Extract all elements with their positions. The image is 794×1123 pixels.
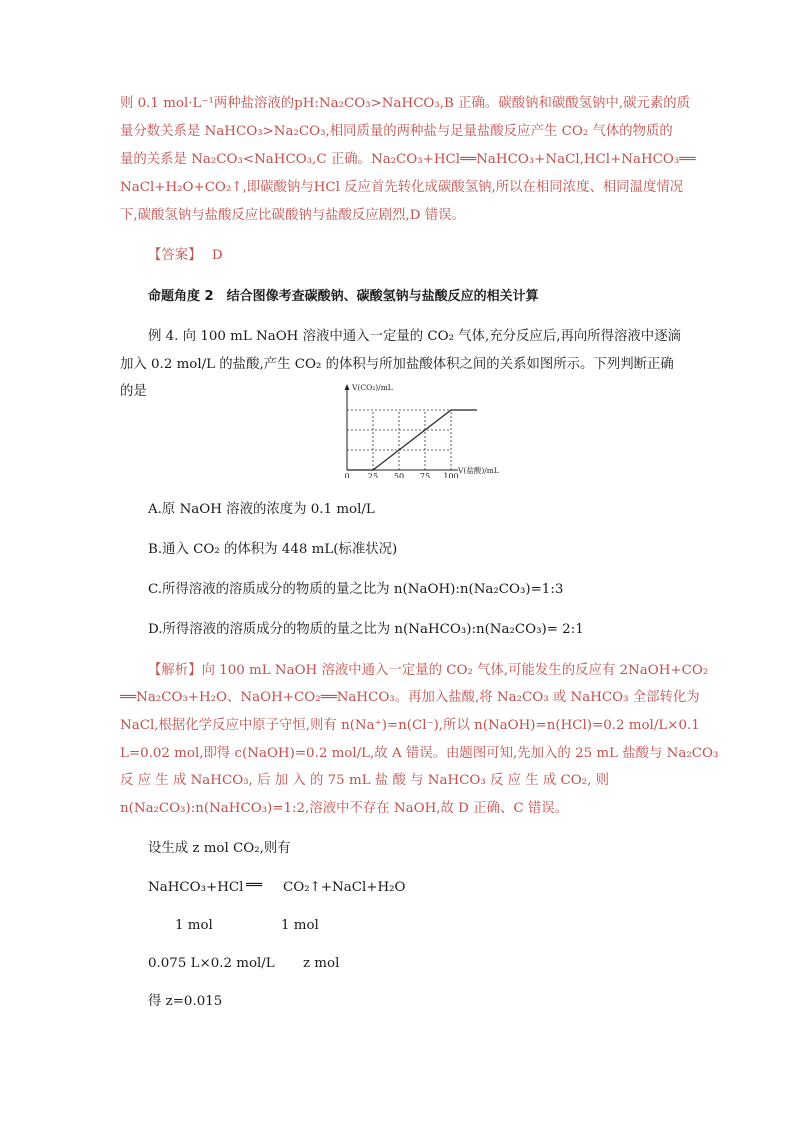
analysis-2-line: 反 应 生 成 NaHCO₃, 后 加 入 的 75 mL 盐 酸 与 NaHCO₃ 反 应 生 成 CO₂, 则 (120, 773, 610, 788)
question-line: 加入 0.2 mol/L 的盐酸,产生 CO₂ 的体积与所加盐酸体积之间的关系如图所示。下列判断正确 (120, 357, 674, 372)
analysis-2-text: 向 100 mL NaOH 溶液中通入一定量的 CO₂ 气体,可能发生的反应有 2NaOH+CO₂ (201, 663, 709, 678)
answer (148, 246, 223, 266)
analysis-1-line: 下,碳酸氢钠与盐酸反应比碳酸钠与盐酸反应剧烈,D 错误。 (120, 208, 465, 223)
answer-label: 【答案】 (148, 248, 202, 263)
analysis-2-line: ══Na₂CO₃+H₂O、NaOH+CO₂══NaHCO₃。再加入盐酸,将 Na₂CO₃ 或 NaHCO₃ 全部转化为 (120, 690, 700, 705)
x-tick-label: 0 (344, 472, 350, 478)
analysis-1-line: 量分数关系是 NaHCO₃>Na₂CO₃,相同质量的两种盐与足量盐酸反应产生 CO₂ 气体的物质的 (120, 124, 673, 139)
co2-volume-chart (330, 378, 520, 478)
option-a: A.原 NaOH 溶液的浓度为 0.1 mol/L (148, 502, 375, 517)
option-d: D.所得溶液的溶质成分的物质的量之比为 n(NaHCO₃):n(Na₂CO₃)= 2:1 (148, 622, 584, 637)
calc-amount-right: z mol (303, 956, 340, 971)
x-tick-label: 75 (419, 472, 431, 478)
calc-equation-left: NaHCO₃+HCl (148, 880, 244, 895)
y-axis-arrow (345, 384, 350, 390)
x-tick-label: 100 (443, 472, 459, 478)
x-tick-label: 25 (367, 472, 379, 478)
analysis-2-line: NaCl,根据化学反应中原子守恒,则有 n(Na⁺)=n(Cl⁻),所以 n(NaOH)=n(HCl)=0.2 mol/L×0.1 (120, 718, 700, 733)
question-line: 例 4. 向 100 mL NaOH 溶液中通入一定量的 CO₂ 气体,充分反应后,再向所得溶液中逐滴 (148, 329, 681, 344)
analysis-2-line: n(Na₂CO₃):n(NaHCO₃)=1:2,溶液中不存在 NaOH,故 D 正确、C 错误。 (120, 801, 569, 816)
y-axis-label: V(CO₂)/mL (352, 383, 393, 392)
x-axis-label: V(盐酸)/mL (458, 466, 499, 475)
calc-intro: 设生成 z mol CO₂,则有 (148, 841, 291, 856)
analysis-label: 【解析】 (148, 663, 202, 678)
x-tick-label: 50 (393, 472, 405, 478)
analysis-1-line: NaCl+H₂O+CO₂↑,即碳酸钠与HCl 反应首先转化成碳酸氢钠,所以在相同浓度、相同温度情况 (120, 180, 684, 195)
chart-ticks (344, 472, 458, 478)
chart-grid (347, 410, 451, 470)
option-c: C.所得溶液的溶质成分的物质的量之比为 n(NaOH):n(Na₂CO₃)=1:3 (148, 582, 564, 597)
section-heading: 命题角度 2 结合图像考查碳酸钠、碳酸氢钠与盐酸反应的相关计算 (148, 289, 539, 304)
calc-mol-right: 1 mol (281, 918, 319, 933)
analysis-2-line: L=0.02 mol,即得 c(NaOH)=0.2 mol/L,故 A 错误。由题图可知,先加入的 25 mL 盐酸与 Na₂CO₃ (120, 746, 719, 761)
option-b: B.通入 CO₂ 的体积为 448 mL(标准状况) (148, 542, 398, 557)
analysis-1-line: 量的关系是 Na₂CO₃<NaHCO₃,C 正确。Na₂CO₃+HCl══NaHCO₃+NaCl,HCl+NaHCO₃══ (120, 152, 696, 167)
analysis-2-line (148, 661, 708, 681)
calc-equation-right: CO₂↑+NaCl+H₂O (283, 880, 406, 895)
co2-volume-line (347, 410, 477, 470)
calc-result: 得 z=0.015 (148, 994, 223, 1009)
calc-equation-sign: ══ (246, 878, 263, 893)
analysis-1-line: 则 0.1 mol·L⁻¹两种盐溶液的pH:Na₂CO₃>NaHCO₃,B 正确。碳酸钠和碳酸氢钠中,碳元素的质 (120, 96, 691, 111)
calc-amount-left: 0.075 L×0.2 mol/L (148, 956, 275, 971)
calc-mol-left: 1 mol (175, 918, 213, 933)
answer-value: D (211, 248, 223, 263)
question-line: 的是 (120, 384, 147, 399)
